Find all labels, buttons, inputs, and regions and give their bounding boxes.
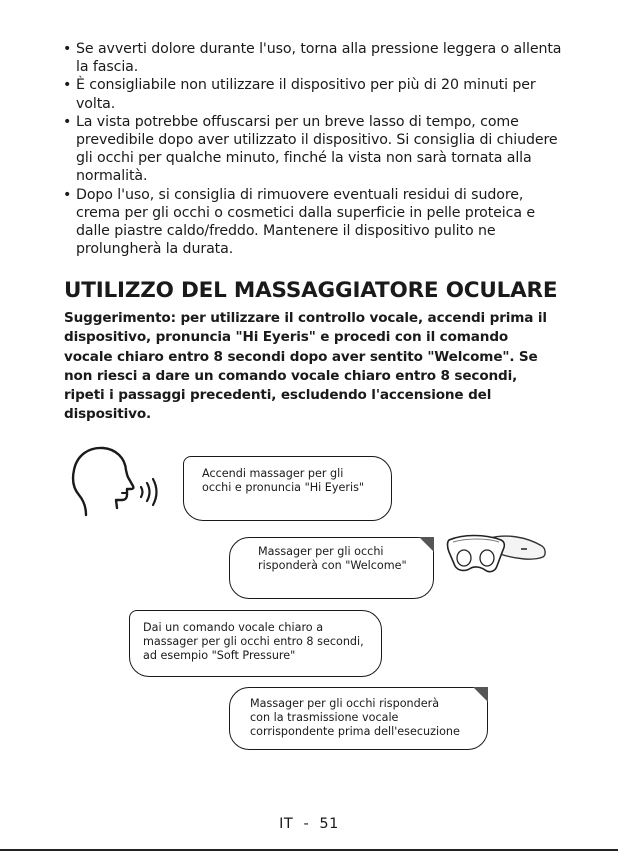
section-heading: UTILIZZO DEL MASSAGGIATORE OCULARE [64, 278, 558, 303]
precautions-list [60, 40, 570, 258]
bubble-text: Dai un comando vocale chiaro a massager per gli occhi entro 8 secondi, ad esempio "Soft Pressure" [143, 621, 364, 663]
bullet-item: • La vista potrebbe offuscarsi per un breve lasso di tempo, come prevedibile dopo aver utilizzato il dispositivo. Si consiglia di chiudere gli occhi per qualche minuto, finché la vista non sarà tornata alla normalità. [60, 113, 570, 186]
instruction-bubble [183, 456, 392, 521]
bubble-text: Accendi massager per gli occhi e pronuncia "Hi Eyeris" [202, 467, 365, 495]
bubble-corner [419, 537, 434, 552]
speaking-head-icon [70, 443, 165, 523]
bullet-item: • È consigliabile non utilizzare il dispositivo per più di 20 minuti per volta. [60, 76, 570, 112]
command-bubble [129, 610, 382, 677]
page-number: IT - 51 [279, 816, 339, 832]
response-bubble [229, 537, 434, 599]
bubble-text: Massager per gli occhi risponderà con la trasmissione vocale corrispondente prima dell'esecuzione [250, 697, 460, 739]
bullet-item: • Se avverti dolore durante l'uso, torna alla pressione leggera o allenta la fascia. [60, 40, 570, 76]
eye-massager-icon [445, 528, 549, 578]
tip-paragraph: Suggerimento: per utilizzare il controllo vocale, accendi prima il dispositivo, pronuncia "Hi Eyeris" e procedi con il comando vocale chiaro entro 8 secondi dopo aver sentito "Welcome". Se non riesci a dare un comando vocale chiaro entro 8 secondi, ripeti i passaggi precedenti, escludendo l'accensione del dispositivo. [64, 310, 547, 423]
response-bubble [229, 687, 488, 750]
bullet-item: • Dopo l'uso, si consiglia di rimuovere eventuali residui di sudore, crema per gli occhi o cosmetici dalla superficie in pelle proteica e dalle piastre caldo/freddo. Mantenere il dispositivo pulito ne prolungherà la durata. [60, 186, 570, 259]
bubble-corner [473, 687, 488, 702]
bubble-text: Massager per gli occhi risponderà con "Welcome" [258, 545, 407, 573]
